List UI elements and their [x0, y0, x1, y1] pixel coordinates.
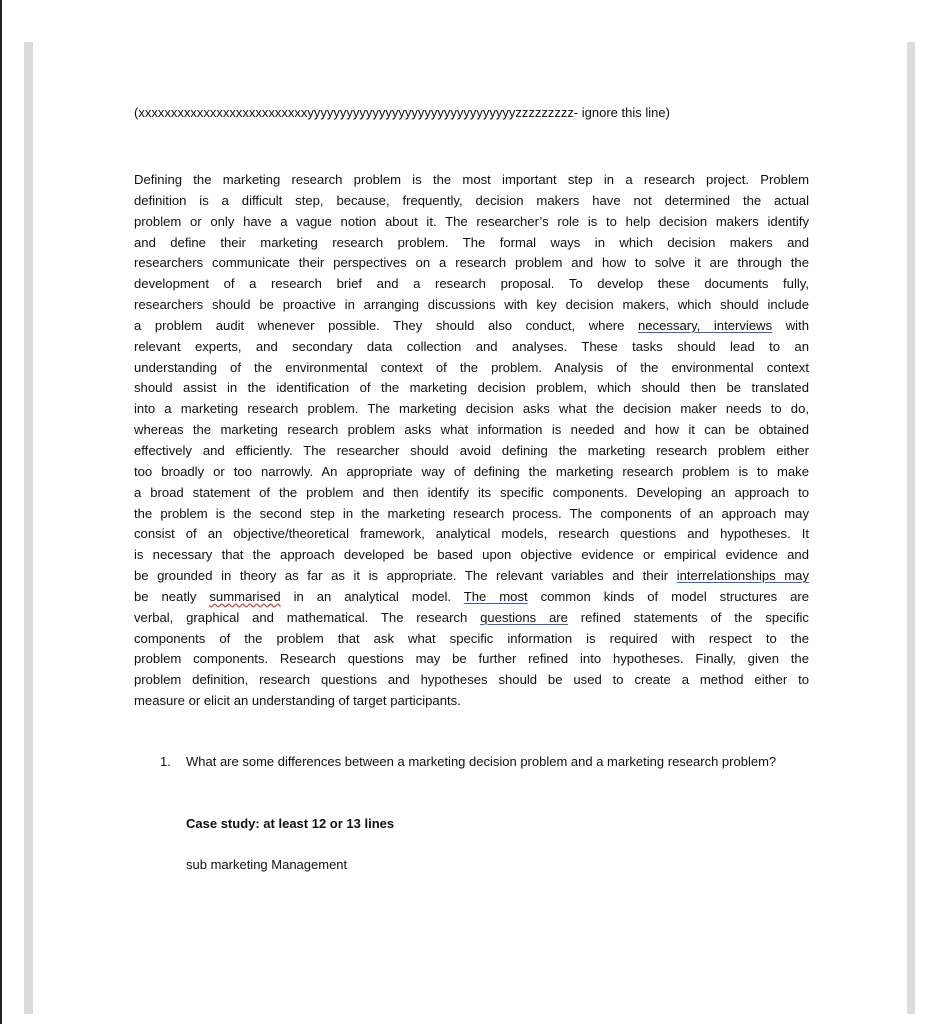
paragraph-line: effectively and efficiently. The researcher should avoid defining the marketing research problem either — [134, 442, 809, 458]
window-left-edge — [0, 0, 2, 1024]
paragraph-line: relevant experts, and secondary data collection and analyses. These tasks should lead to an — [134, 338, 809, 354]
paragraph-line: consist of an objective/theoretical framework, analytical models, research questions and hypotheses. It — [134, 526, 809, 542]
line-text: be grounded in theory as far as it is appropriate. The relevant variables and their — [134, 568, 677, 584]
paragraph-line — [134, 587, 809, 608]
spelling-flag-summarised[interactable]: summarised — [209, 588, 281, 604]
paragraph-line: components of the problem that ask what specific information is required with respect to the — [134, 630, 809, 646]
paragraph-line: the problem is the second step in the marketing research process. The components of an approach may — [134, 505, 809, 521]
grammar-flag-the-most[interactable]: The most — [463, 588, 528, 604]
line-text: verbal, graphical and mathematical. The research — [134, 609, 481, 625]
paragraph-line: understanding of the environmental context of the problem. Analysis of the environmental context — [134, 359, 809, 375]
page-gutter-right — [907, 42, 915, 1014]
paragraph-line: is necessary that the approach developed be based upon objective evidence or empirical evidence and — [134, 547, 809, 563]
paragraph-line: problem or only have a vague notion about it. The researcher’s role is to help decision makers identify — [134, 213, 809, 229]
question-item — [160, 752, 790, 773]
line-text: in an analytical model. — [280, 588, 464, 604]
grammar-flag-questions-are[interactable]: questions are — [480, 609, 568, 625]
paragraph-line: researchers communicate their perspectives on a research problem and how to solve it are through the — [134, 255, 809, 271]
document-page — [33, 42, 907, 1024]
case-study-label: Case study: at least 12 or 13 lines — [186, 816, 395, 831]
paragraph-line — [134, 608, 809, 629]
paragraph-line: definition is a difficult step, because, frequently, decision makers have not determined the actual — [134, 192, 809, 208]
paragraph-line: into a marketing research problem. The marketing decision asks what the decision maker needs to do, — [134, 401, 809, 417]
paragraph-line: researchers should be proactive in arranging discussions with key decision makers, which should include — [134, 297, 809, 313]
paragraph-line: problem components. Research questions may be further refined into hypotheses. Finally, given the — [134, 651, 809, 667]
line-text: with — [772, 317, 809, 333]
paragraph-line: too broadly or too narrowly. An appropriate way of defining the marketing research problem is to make — [134, 463, 809, 479]
line-text: be neatly — [134, 588, 210, 604]
paragraph-line — [134, 566, 809, 587]
paragraph-line: should assist in the identification of the marketing decision problem, which should then be translated — [134, 380, 809, 396]
paragraph-line: a broad statement of the problem and then identify its specific components. Developing an approach to — [134, 484, 809, 500]
line-text: common kinds of model structures are — [527, 588, 810, 604]
paragraph-line: and define their marketing research problem. The formal ways in which decision makers and — [134, 234, 809, 250]
paragraph-line: whereas the marketing research problem asks what information is needed and how it can be obtained — [134, 422, 809, 438]
paragraph-line: problem definition, research questions and hypotheses should be used to create a method either to — [134, 672, 809, 688]
line-text: a problem audit whenever possible. They should also conduct, where — [134, 317, 638, 333]
paragraph-line: development of a research brief and a research proposal. To develop these documents fully, — [134, 276, 809, 292]
ignore-line: (xxxxxxxxxxxxxxxxxxxxxxxxxxyyyyyyyyyyyyyyyyyyyyyyyyyyyyyyyyzzzzzzzzz- ignore this line) — [134, 105, 670, 120]
page-gutter-left — [24, 42, 33, 1014]
subject-label: sub marketing Management — [186, 857, 348, 872]
grammar-flag-interrelationships-may[interactable]: interrelationships may — [676, 568, 810, 584]
grammar-flag-necessary-interviews[interactable]: necessary, interviews — [637, 317, 773, 333]
line-text: refined statements of the specific — [567, 609, 809, 625]
question-text: What are some differences between a marketing decision problem and a marketing research problem? — [186, 754, 777, 769]
paragraph-line: Defining the marketing research problem is the most important step in a research project. Problem — [134, 172, 809, 187]
question-number: 1. — [160, 754, 171, 769]
paragraph-line: measure or elicit an understanding of target participants. — [134, 693, 461, 709]
paragraph-line — [134, 316, 809, 337]
main-paragraph — [134, 170, 809, 712]
